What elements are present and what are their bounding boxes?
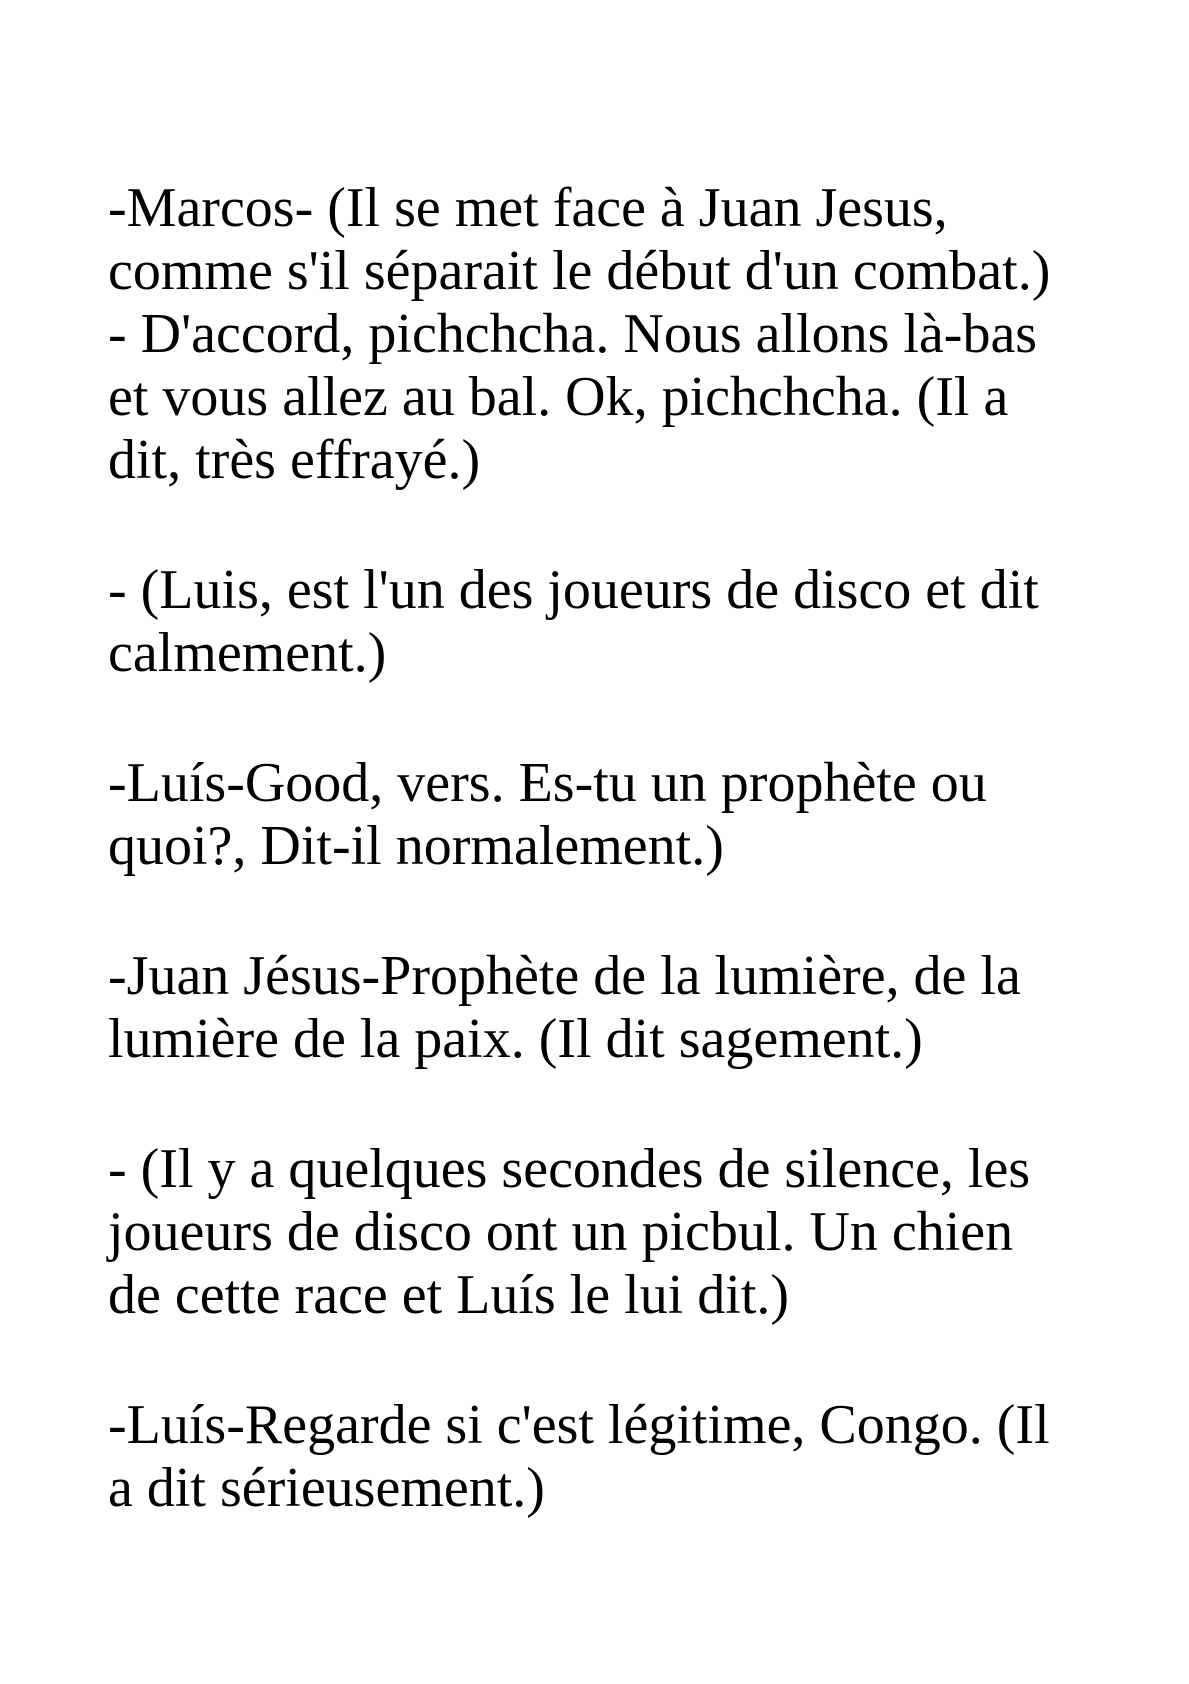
- text-line: - D'accord, pichchcha. Nous allons là-bas: [108, 303, 1038, 365]
- text-body: [108, 177, 1109, 1520]
- text-line: a dit sérieusement.): [108, 1457, 545, 1519]
- paragraph: [108, 1394, 1109, 1520]
- paragraph: [108, 945, 1109, 1071]
- paragraph: [108, 1138, 1109, 1327]
- text-line: quoi?, Dit-il normalement.): [108, 815, 724, 877]
- paragraph: [108, 752, 1109, 878]
- text-line: lumière de la paix. (Il dit sagement.): [108, 1008, 923, 1070]
- text-line: - (Il y a quelques secondes de silence, les: [108, 1138, 1031, 1200]
- text-line: de cette race et Luís le lui dit.): [108, 1264, 790, 1326]
- text-line: comme s'il séparait le début d'un combat.): [108, 240, 1051, 302]
- text-line: -Marcos- (Il se met face à Juan Jesus,: [108, 177, 948, 239]
- text-line: et vous allez au bal. Ok, pichchcha. (Il a: [108, 366, 1009, 428]
- text-line: dit, très effrayé.): [108, 429, 481, 491]
- text-line: calmement.): [108, 622, 387, 684]
- paragraph: [108, 559, 1109, 685]
- paragraph: [108, 177, 1109, 492]
- text-line: -Luís-Good, vers. Es-tu un prophète ou: [108, 752, 987, 814]
- text-line: - (Luis, est l'un des joueurs de disco et dit: [108, 559, 1039, 621]
- text-line: joueurs de disco ont un picbul. Un chien: [108, 1201, 1014, 1263]
- text-line: -Luís-Regarde si c'est légitime, Congo. (Il: [108, 1394, 1050, 1456]
- text-line: -Juan Jésus-Prophète de la lumière, de la: [108, 945, 1021, 1007]
